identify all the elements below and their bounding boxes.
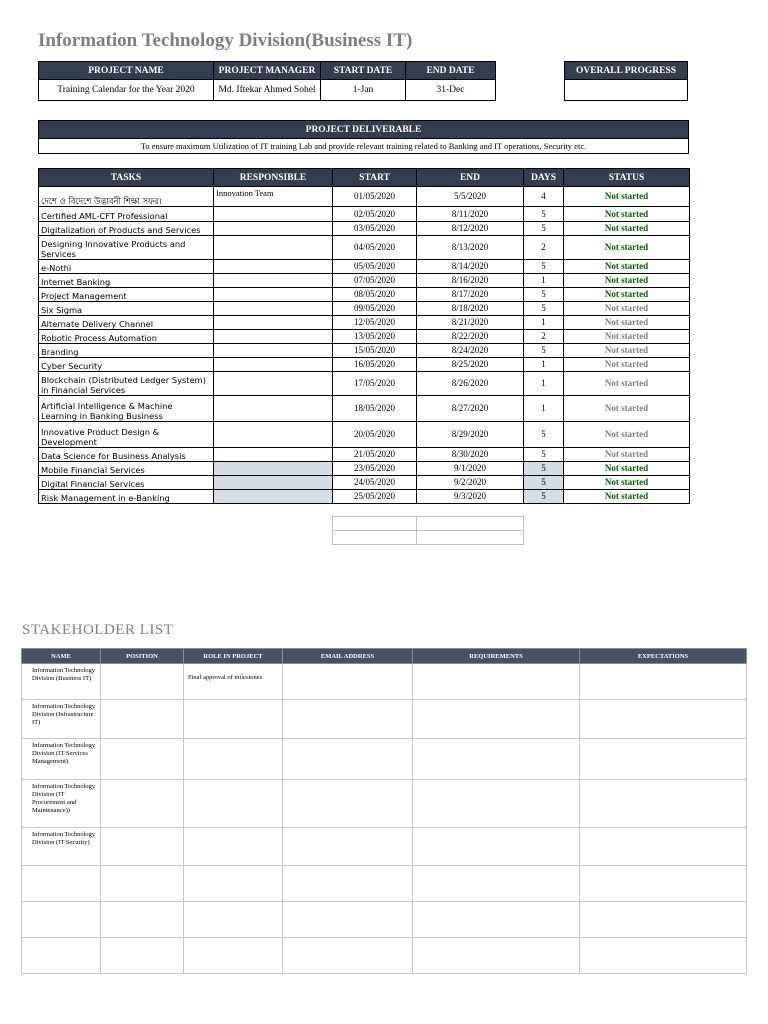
task-responsible-cell[interactable] [214,207,333,222]
stakeholder-name-cell[interactable] [22,902,101,938]
task-status-cell[interactable]: Not started [564,358,690,372]
task-days-cell[interactable]: 2 [524,236,564,260]
task-row [39,330,690,344]
task-start-cell[interactable]: 03/05/2020 [333,222,417,236]
task-start-cell[interactable]: 21/05/2020 [333,448,417,462]
stakeholder-role-cell[interactable] [184,780,283,828]
stakeholder-role-cell[interactable] [184,739,283,780]
task-end-cell[interactable]: 8/25/2020 [417,358,524,372]
task-name-cell[interactable]: Branding [39,344,214,358]
task-end-cell[interactable]: 8/14/2020 [417,260,524,274]
stakeholder-position-cell[interactable] [101,866,184,902]
task-start-cell[interactable]: 12/05/2020 [333,316,417,330]
task-status-cell[interactable]: Not started [564,372,690,396]
stakeholder-name-cell[interactable]: Information Technology Division (IT Security) [22,828,101,866]
task-responsible-cell[interactable] [214,288,333,302]
task-days-cell[interactable]: 1 [524,316,564,330]
task-status-cell[interactable]: Not started [564,316,690,330]
task-days-cell[interactable]: 5 [524,288,564,302]
stakeholder-row [22,700,747,739]
task-end-cell[interactable]: 8/17/2020 [417,288,524,302]
task-name-cell[interactable]: Digital Financial Services [39,476,214,490]
stakeholder-expectations-cell[interactable] [580,739,747,780]
task-end-cell[interactable]: 9/2/2020 [417,476,524,490]
task-row [39,222,690,236]
task-responsible-cell[interactable] [214,236,333,260]
task-days-cell[interactable]: 5 [524,490,564,504]
task-row [39,422,690,448]
task-start-cell[interactable]: 25/05/2020 [333,490,417,504]
task-responsible-cell[interactable] [214,448,333,462]
stakeholder-email-cell[interactable] [283,828,413,866]
task-end-cell[interactable]: 8/22/2020 [417,330,524,344]
task-start-cell[interactable]: 17/05/2020 [333,372,417,396]
task-start-cell[interactable]: 23/05/2020 [333,462,417,476]
task-end-cell[interactable]: 8/24/2020 [417,344,524,358]
stakeholder-requirements-cell[interactable] [413,664,580,700]
task-name-cell[interactable]: Data Science for Business Analysis [39,448,214,462]
task-status-cell[interactable]: Not started [564,302,690,316]
task-days-cell[interactable]: 5 [524,422,564,448]
task-name-cell[interactable]: Internet Banking [39,274,214,288]
task-status-cell[interactable]: Not started [564,274,690,288]
task-row [39,462,690,476]
task-end-cell[interactable]: 8/30/2020 [417,448,524,462]
stakeholder-list-title: STAKEHOLDER LIST [22,622,174,638]
deliverable-header: PROJECT DELIVERABLE [39,121,689,139]
stakeholder-role-cell[interactable]: Final approval of milestones [184,664,283,700]
stakeholder-row [22,938,747,974]
stakeholder-expectations-cell[interactable] [580,866,747,902]
end-date-value[interactable]: 31-Dec [406,80,496,101]
stakeholder-row [22,780,747,828]
task-status-cell[interactable]: Not started [564,260,690,274]
stakeholder-requirements-cell[interactable] [413,866,580,902]
stakeholder-expectations-cell[interactable] [580,700,747,739]
header-status: STATUS [564,169,690,187]
task-row [39,302,690,316]
stakeholder-row [22,739,747,780]
task-start-cell[interactable]: 04/05/2020 [333,236,417,260]
stakeholder-requirements-cell[interactable] [413,739,580,780]
task-responsible-cell[interactable] [214,330,333,344]
task-name-cell[interactable]: Certified AML-CFT Professional [39,207,214,222]
task-start-cell[interactable]: 13/05/2020 [333,330,417,344]
task-responsible-cell[interactable] [214,316,333,330]
task-start-cell[interactable]: 15/05/2020 [333,344,417,358]
task-end-cell[interactable]: 8/11/2020 [417,207,524,222]
task-status-cell[interactable]: Not started [564,187,690,207]
header-requirements: REQUIREMENTS [413,649,580,664]
header-name: NAME [22,649,101,664]
task-row [39,260,690,274]
task-name-cell[interactable]: Alternate Delivery Channel [39,316,214,330]
task-start-cell[interactable]: 18/05/2020 [333,396,417,422]
stakeholder-requirements-cell[interactable] [413,828,580,866]
stakeholder-requirements-cell[interactable] [413,902,580,938]
task-responsible-cell[interactable] [214,372,333,396]
task-status-cell[interactable]: Not started [564,330,690,344]
task-days-cell[interactable]: 5 [524,462,564,476]
stakeholder-email-cell[interactable] [283,902,413,938]
empty-cell[interactable] [333,531,417,545]
stakeholder-email-cell[interactable] [283,866,413,902]
stakeholder-expectations-cell[interactable] [580,902,747,938]
task-start-cell[interactable]: 16/05/2020 [333,358,417,372]
task-days-cell[interactable]: 5 [524,476,564,490]
overall-progress-value[interactable] [565,80,688,101]
task-responsible-cell[interactable] [214,462,333,476]
task-row [39,396,690,422]
task-start-cell[interactable]: 20/05/2020 [333,422,417,448]
task-start-cell[interactable]: 01/05/2020 [333,187,417,207]
task-days-cell[interactable]: 5 [524,222,564,236]
stakeholder-position-cell[interactable] [101,828,184,866]
task-responsible-cell[interactable] [214,422,333,448]
header-days: DAYS [524,169,564,187]
task-end-cell[interactable]: 5/5/2020 [417,187,524,207]
page-title: Information Technology Division(Business IT) [38,30,413,51]
task-end-cell[interactable]: 8/16/2020 [417,274,524,288]
task-status-cell[interactable]: Not started [564,344,690,358]
header-tasks: TASKS [39,169,214,187]
task-row [39,316,690,330]
task-end-cell[interactable]: 8/12/2020 [417,222,524,236]
task-row [39,236,690,260]
overall-progress-table [564,61,688,101]
task-name-cell[interactable]: Innovative Product Design & Development [39,422,214,448]
task-name-cell[interactable]: Risk Management in e-Banking [39,490,214,504]
project-manager-value[interactable]: Md. Iftekar Ahmed Sohel [214,80,321,101]
task-name-cell[interactable]: e-Nothi [39,260,214,274]
stakeholder-email-cell[interactable] [283,700,413,739]
empty-cell[interactable] [333,517,417,531]
header-end: END [417,169,524,187]
stakeholder-expectations-cell[interactable] [580,938,747,974]
task-days-cell[interactable]: 5 [524,207,564,222]
task-start-cell[interactable]: 24/05/2020 [333,476,417,490]
stakeholder-position-cell[interactable] [101,664,184,700]
task-name-cell[interactable]: Designing Innovative Products and Services [39,236,214,260]
stakeholder-table [21,648,747,974]
task-days-cell[interactable]: 1 [524,358,564,372]
stakeholder-name-cell[interactable]: Information Technology Division (Business IT) [22,664,101,700]
stakeholder-name-cell[interactable]: Information Technology Division (Infrastructure IT) [22,700,101,739]
stakeholder-name-cell[interactable]: Information Technology Division (IT Services Management) [22,739,101,780]
task-responsible-cell[interactable] [214,490,333,504]
stakeholder-expectations-cell[interactable] [580,664,747,700]
task-row [39,187,690,207]
stakeholder-position-cell[interactable] [101,780,184,828]
task-end-cell[interactable]: 8/29/2020 [417,422,524,448]
task-name-cell[interactable]: Artificial Intelligence & Machine Learning in Banking Business [39,396,214,422]
task-responsible-cell[interactable] [214,476,333,490]
header-start-date: START DATE [321,62,406,80]
stakeholder-row [22,902,747,938]
task-start-cell[interactable]: 09/05/2020 [333,302,417,316]
task-end-cell[interactable]: 8/13/2020 [417,236,524,260]
stakeholder-role-cell[interactable] [184,866,283,902]
task-responsible-cell[interactable] [214,302,333,316]
task-name-cell[interactable]: দেশে ও বিদেশে উদ্ভাবনী শিক্ষা সফর। [39,187,214,207]
task-days-cell[interactable]: 1 [524,274,564,288]
task-start-cell[interactable]: 02/05/2020 [333,207,417,222]
start-date-value[interactable]: 1-Jan [321,80,406,101]
tasks-table [38,168,690,504]
stakeholder-role-cell[interactable] [184,700,283,739]
empty-cell[interactable] [417,517,524,531]
task-status-cell[interactable]: Not started [564,422,690,448]
task-days-cell[interactable]: 5 [524,302,564,316]
task-status-cell[interactable]: Not started [564,396,690,422]
task-end-cell[interactable]: 9/1/2020 [417,462,524,476]
task-status-cell[interactable]: Not started [564,476,690,490]
task-responsible-cell[interactable] [214,396,333,422]
header-email: EMAIL ADDRESS [283,649,413,664]
deliverable-table [38,120,689,154]
stakeholder-requirements-cell[interactable] [413,780,580,828]
task-responsible-cell[interactable] [214,358,333,372]
stakeholder-requirements-cell[interactable] [413,938,580,974]
header-position: POSITION [101,649,184,664]
header-end-date: END DATE [406,62,496,80]
header-role: ROLE IN PROJECT [184,649,283,664]
task-row [39,476,690,490]
task-status-cell[interactable]: Not started [564,462,690,476]
task-row [39,490,690,504]
stakeholder-name-cell[interactable] [22,866,101,902]
task-days-cell[interactable]: 2 [524,330,564,344]
stakeholder-position-cell[interactable] [101,739,184,780]
stakeholder-role-cell[interactable] [184,828,283,866]
empty-cells [332,516,524,545]
empty-cell[interactable] [417,531,524,545]
task-start-cell[interactable]: 07/05/2020 [333,274,417,288]
project-name-value[interactable]: Training Calendar for the Year 2020 [39,80,214,101]
task-row [39,288,690,302]
task-status-cell[interactable]: Not started [564,222,690,236]
task-status-cell[interactable]: Not started [564,236,690,260]
task-row [39,372,690,396]
task-end-cell[interactable]: 8/21/2020 [417,316,524,330]
task-responsible-cell[interactable] [214,260,333,274]
task-status-cell[interactable]: Not started [564,288,690,302]
stakeholder-name-cell[interactable] [22,938,101,974]
task-end-cell[interactable]: 8/27/2020 [417,396,524,422]
task-days-cell[interactable]: 5 [524,344,564,358]
header-start: START [333,169,417,187]
task-days-cell[interactable]: 1 [524,372,564,396]
stakeholder-email-cell[interactable] [283,938,413,974]
header-expectations: EXPECTATIONS [580,649,747,664]
task-row [39,358,690,372]
stakeholder-requirements-cell[interactable] [413,700,580,739]
header-project-manager: PROJECT MANAGER [214,62,321,80]
stakeholder-row [22,664,747,700]
task-name-cell[interactable]: Digitalization of Products and Services [39,222,214,236]
stakeholder-expectations-cell[interactable] [580,780,747,828]
task-responsible-cell[interactable]: Innovation Team [214,187,333,207]
task-name-cell[interactable]: Robotic Process Automation [39,330,214,344]
deliverable-text[interactable]: To ensure maximum Utilization of IT training Lab and provide relevant training related to Banking and IT operations, Security etc. [39,139,689,154]
task-responsible-cell[interactable] [214,344,333,358]
task-days-cell[interactable]: 1 [524,396,564,422]
task-row [39,344,690,358]
task-days-cell[interactable]: 5 [524,448,564,462]
task-start-cell[interactable]: 08/05/2020 [333,288,417,302]
header-overall-progress: OVERALL PROGRESS [565,62,688,80]
task-row [39,207,690,222]
task-end-cell[interactable]: 8/26/2020 [417,372,524,396]
task-status-cell[interactable]: Not started [564,490,690,504]
task-responsible-cell[interactable] [214,274,333,288]
stakeholder-position-cell[interactable] [101,902,184,938]
stakeholder-row [22,866,747,902]
task-end-cell[interactable]: 8/18/2020 [417,302,524,316]
stakeholder-name-cell[interactable]: Information Technology Division (IT Procurement and Maintenance)) [22,780,101,828]
task-name-cell[interactable]: Mobile Financial Services [39,462,214,476]
stakeholder-position-cell[interactable] [101,700,184,739]
stakeholder-email-cell[interactable] [283,739,413,780]
task-name-cell[interactable]: Blockchain (Distributed Ledger System) in Financial Services [39,372,214,396]
task-name-cell[interactable]: Six Sigma [39,302,214,316]
header-responsible: RESPONSIBLE [214,169,333,187]
task-status-cell[interactable]: Not started [564,207,690,222]
task-row [39,448,690,462]
stakeholder-expectations-cell[interactable] [580,828,747,866]
task-days-cell[interactable]: 5 [524,260,564,274]
task-days-cell[interactable]: 4 [524,187,564,207]
task-start-cell[interactable]: 05/05/2020 [333,260,417,274]
task-name-cell[interactable]: Cyber Security [39,358,214,372]
stakeholder-role-cell[interactable] [184,938,283,974]
task-name-cell[interactable]: Project Management [39,288,214,302]
stakeholder-role-cell[interactable] [184,902,283,938]
stakeholder-row [22,828,747,866]
stakeholder-email-cell[interactable] [283,780,413,828]
stakeholder-email-cell[interactable] [283,664,413,700]
task-responsible-cell[interactable] [214,222,333,236]
project-info-table [38,61,496,101]
header-project-name: PROJECT NAME [39,62,214,80]
stakeholder-position-cell[interactable] [101,938,184,974]
task-row [39,274,690,288]
task-end-cell[interactable]: 9/3/2020 [417,490,524,504]
task-status-cell[interactable]: Not started [564,448,690,462]
